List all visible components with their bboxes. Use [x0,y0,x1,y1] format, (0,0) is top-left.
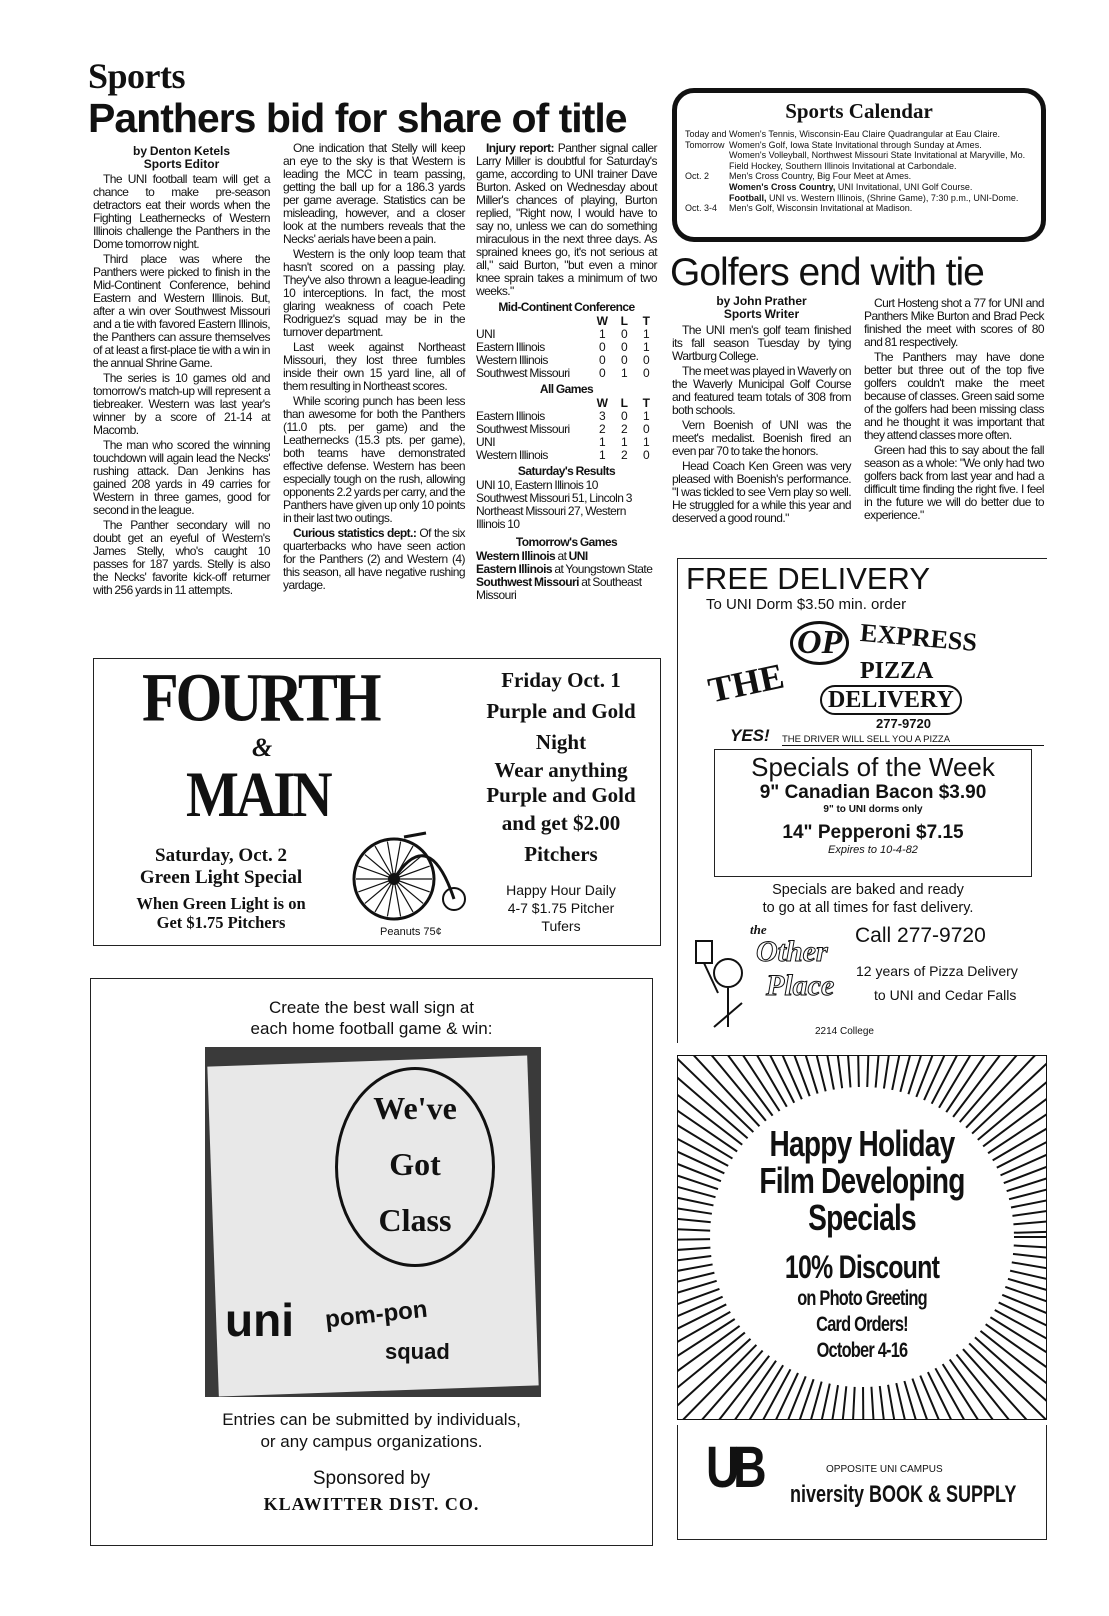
team-cell: UNI [476,327,496,341]
bookstore-name: niversity BOOK & SUPPLY [790,1481,1017,1508]
sunburst-ray [931,1055,1010,1104]
column-header: T [642,314,650,328]
sunburst-ray [867,1055,873,1087]
sunburst-ray [677,1350,763,1420]
paragraph: The UNI men's golf team finished its fall season Tuesday by tying Wartburg College. [672,323,851,363]
main-headline: Panthers bid for share of title [88,95,627,141]
stat-cell: 1 [642,340,650,354]
expires-note: Expires to 10-4-82 [828,844,918,856]
calendar-row: Women's Cross Country, UNI Invitational, UNI Golf Course. [685,182,1033,193]
result-line: Southwest Missouri 51, Lincoln 3 [476,491,632,505]
call-number: Call 277-9720 [855,924,986,947]
calendar-date: Tomorrow [685,139,725,150]
op-express-logo: THE OP EXPRESS PIZZA DELIVERY 277-9720 [704,617,979,731]
team-cell: Eastern Illinois [476,340,545,354]
bicycle-illustration [348,831,468,921]
golf-headline: Golfers end with tie [670,251,984,294]
address: 2214 College [815,1026,874,1037]
conference-standings-table [476,315,657,380]
table-row [476,423,657,436]
sports-calendar [672,88,1046,242]
spoke [365,855,394,879]
section-title: Sports [88,56,186,96]
stat-cell: 0 [642,422,650,436]
sunburst-ray [677,1055,773,1116]
dorm-min-order: To UNI Dorm $3.50 min. order [706,596,907,613]
sunburst-ray [855,1055,859,1087]
spoke [358,866,394,879]
calendar-date [685,161,729,172]
sunburst-ray [718,1055,795,1103]
calendar-date [685,150,729,161]
paragraph: The UNI football team will get a chance to make pre-season detractors eat their words when the Fighting Leathernecks of Western Illinois challenge the Panthers in the Dome tomorrow night. [93,172,270,251]
stat-cell: 1 [642,435,650,449]
sunburst-ray [1006,1278,1047,1325]
all-games-title: All Games [539,382,594,396]
discount: 10% Discount [784,1249,940,1285]
bookstore-logo-mark: UB [706,1435,761,1500]
stat-cell: 1 [620,366,628,380]
saturday-special: Saturday, Oct. 2 Green Light Special When Green Light is on Get $1.75 Pitchers [136,845,306,932]
stat-cell: 0 [620,340,628,354]
column-header: L [620,314,628,328]
result-line: UNI 10, Eastern Illinois 10 [476,478,598,492]
pom-pon-banner-photo: We've Got Class uni pom-pon squad [205,1047,541,1397]
calendar-row: Oct. 3-4 Men's Golf, Wisconsin Invitational at Madison. [685,203,913,214]
sunburst-ray [846,1387,854,1420]
paragraph: The man who scored the winning touchdown will again lead the Necks' rushing attack. Dan Jenkins has gained 208 yards in 49 carries for Western in three games, good for second in the league. [93,438,270,517]
sunburst-ray [776,1381,822,1420]
sunburst-ray [1012,1228,1047,1233]
friday-special: Friday Oct. 1 Purple and Gold Night Wear anything Purple and Gold and get $2.00 Pitchers [486,668,636,866]
calendar-row: Field Hockey, Southern Illinois Invitational at Carbondale. [685,161,1033,172]
sunburst-ray [977,1055,1047,1141]
yes-label: YES! [730,726,770,745]
injury-paragraph: Injury report: Panther signal caller Larry Miller is doubtful for Saturday's game, according to UNI trainer Dave Burton. Asked on Wednesday about Miller's chances of playing, Burton replied, "Right now, I would have to say no, unless we can do something miraculous in the next three days. As sprained knees go, it's not serious at all," said Burton, "but even a minor knee sprain takes a minimum of two weeks." [476,141,657,298]
special-note: 9" to UNI dorms only [823,804,923,815]
paragraph: Head Coach Ken Green was very pleased with Boenish's performance. "I was tickled to see Vern play so well. He struggled for a while this year and deserved a good round." [672,459,851,525]
calendar-row: Women's Volleyball, Northwest Missouri State Invitational at Maryville, Mo. [685,150,1033,161]
golf-column-2 [864,297,1044,524]
stat-cell: 1 [598,435,606,449]
stat-cell: 2 [620,422,628,436]
story-column-2 [283,142,465,594]
specials-title: Specials of the Week [751,752,995,782]
spoke [394,879,430,892]
calendar-date [685,182,729,193]
team-cell: Western Illinois [476,448,548,462]
curious-paragraph: Curious statistics dept.: Of the six quarterbacks who have seen action for the Panthers (2) and Western (4) this season, all have negative rushing yardage. [283,526,465,592]
story-column-1 [93,145,270,599]
result-line: Northeast Missouri 27, Western Illinois 10 [476,504,626,531]
fourth-main-ad [93,658,661,946]
mascot-illustration [690,933,750,1029]
spoke [365,879,394,903]
stat-cell: 2 [598,422,606,436]
free-delivery-heading: FREE DELIVERY [686,561,931,596]
discount-details: on Photo Greeting Card Orders! October 4-16 [797,1287,927,1362]
calendar-date: Oct. 2 [685,171,710,182]
stat-cell: 0 [642,353,650,367]
sunburst-ray [677,1055,760,1127]
paragraph: Western is the only loop team that hasn't scored on a passing play. They've also thrown a league-leading 10 interceptions. In fact, the most glaring weakness of coach Pete Rodriguez's squad may be in the turnover department. [283,247,465,339]
bookstore-tagline: OPPOSITE UNI CAMPUS [826,1464,943,1475]
calendar-date: Oct. 3-4 [685,203,718,214]
paragraph: The meet was played in Waverly on the Waverly Municipal Golf Course and featured team totals of 308 from both schools. [672,364,851,417]
paragraph: One indication that Stelly will keep an eye to the sky is that Western is leading the MCC in team passing, getting the ball up for a 186.3 yards per game average. Statistics can be misleading, however, and a closer look at the numbers reveals that the Necks' aerials have been a pain. [283,141,465,246]
bookstore-ad [677,1425,1047,1540]
team-cell: Western Illinois [476,353,548,367]
team-cell: Eastern Illinois [476,409,545,423]
stat-cell: 0 [642,366,650,380]
special-pepperoni: 14" Pepperoni $7.15 [782,822,964,843]
stat-cell: 1 [642,327,650,341]
stat-cell: 0 [598,366,606,380]
stat-cell: 0 [620,409,628,423]
stat-cell: 1 [598,448,606,462]
stat-cell: 2 [620,448,628,462]
stat-cell: 0 [598,353,606,367]
game-line: Western Illinois at UNI [476,549,588,563]
spoke [358,879,394,892]
team-cell: Southwest Missouri [476,366,570,380]
special-canadian-bacon: 9" Canadian Bacon $3.90 [759,782,987,803]
calendar-row: Oct. 2 Men's Cross Country, Big Four Meet at Ames. [685,171,912,182]
stat-cell: 0 [620,353,628,367]
peanuts-price: Peanuts 75¢ [380,926,442,938]
table-header-row [476,315,657,328]
sunburst-ray [694,1365,783,1420]
years-delivery: 12 years of Pizza Delivery to UNI and Cedar Falls [856,963,1018,1003]
film-developing-ad [677,1055,1047,1420]
tomorrow-title: Tomorrow's Games [515,535,618,549]
paragraph: The series is 10 games old and tomorrow's match-up will represent a tiebreaker. Western was last year's winner by a score of 21-14 at Macomb. [93,371,270,437]
sunburst-ray [985,1323,1047,1420]
paragraph: Vern Boenish of UNI was the meet's medalist. Boenish fired an even par 70 to take the honors. [672,418,851,458]
spoke [394,855,423,879]
game-line: Southwest Missouri at Southeast Missouri [476,575,642,602]
column-header: L [620,396,628,410]
film-headline: Happy Holiday Film Developing Specials [759,1123,965,1238]
happy-hour: Happy Hour Daily 4-7 $1.75 Pitcher Tufers [506,882,616,934]
sunburst-ray [677,1136,720,1190]
stat-cell: 0 [642,448,650,462]
story-column-3 [476,142,657,602]
paragraph: The Panther secondary will no doubt get an eyeful of Western's James Stelly, who's caught 10 passes for 187 yards. Stelly is also the Necks' favorite kick-off returner with 256 yards in 11 attempts. [93,518,270,597]
specials-box [714,749,1032,877]
calendar-date: Today and [685,129,727,139]
game-line: Eastern Illinois at Youngstown State [476,562,653,576]
calendar-row: Today and Women's Tennis, Wisconsin-Eau Claire Quadrangular at Eau Claire. [685,129,1001,139]
paragraph: The Panthers may have done better but three out of the top five golfers couldn't make the meet because of classes. Green said some of the golfers had been missing class and he thought it was important that they attend classes more often. [864,350,1044,442]
pizza-ad [677,558,1047,1043]
golf-column-1 [672,295,851,527]
calendar-date [685,193,729,204]
baked-note: Specials are baked and ready to go at all times for fast delivery. [762,882,974,916]
stat-cell: 3 [598,409,606,423]
sponsored-by: Sponsored by [312,1468,431,1489]
sponsor-name: KLAWITTER DIST. CO. [263,1494,480,1514]
column-header: T [642,396,650,410]
stat-cell: 1 [620,435,628,449]
sunburst-ray [677,1332,746,1420]
results-title: Saturday's Results [517,464,616,478]
team-cell: UNI [476,435,496,449]
driver-sells-pizza: THE DRIVER WILL SELL YOU A PIZZA [782,735,1044,746]
paragraph: Last week against Northeast Missouri, they lost three fumbles inside their own 15 yard line, all of them resulting in Northeast scores. [283,340,465,393]
sunburst-ray [677,1239,712,1241]
stat-cell: 0 [598,340,606,354]
sunburst-ray [968,1343,1047,1420]
paragraph: Green had this to say about the fall season as a whole: "We only had two golfers back from last year and had a difficult time finding the right five. I feel in the future we will do better due to experience." [864,443,1044,522]
paragraph: While scoring punch has been less than awesome for both the Panthers (11.0 pts. per game) and the Leathernecks (15.3 pts. per game), both teams have demonstrated effective defense. Western has been especially tough on the rush, allowing opponents 2.2 yards per carry, and the Panthers have given up only 10 points in their last two outings. [283,394,465,525]
fourth-main-logo: FOURTH & MAIN [142,659,379,831]
stat-cell: 1 [642,409,650,423]
other-place-logo: the Other Place [690,933,850,1029]
conference-standings-title: Mid-Continent Conference [498,300,635,314]
spoke [394,879,423,903]
table-row [476,367,657,380]
calendar-title: Sports Calendar [785,99,933,123]
entries-note: Entries can be submitted by individuals, or any campus organizations. [222,1410,521,1451]
golf-byline: by John Prather Sports Writer [716,294,807,321]
stat-cell: 0 [620,327,628,341]
calendar-row: Tomorrow Women's Golf, Iowa State Invitational through Sunday at Ames. [685,139,982,150]
all-games-table [476,397,657,462]
column-header: W [596,314,608,328]
contest-heading: Create the best wall sign at each home football game & win: [250,998,493,1038]
paragraph: Third place was where the Panthers were picked to finish in the Mid-Continent Conference, behind Eastern and Western Illinois. But, after a win over Southwest Missouri and a tie with favored Eastern Illinois, the Panthers can assure themselves of at least a first-place tie with a win in the annual Shrine Game. [93,252,270,370]
calendar-row: Football, UNI vs. Western Illinois, (Shrine Game), 7:30 p.m., UNI-Dome. [685,193,1033,204]
wall-sign-contest-ad [90,978,653,1546]
sunburst-ray [677,1224,712,1231]
sunburst-ray [863,1387,864,1420]
sunburst-ray [1010,1262,1047,1290]
team-cell: Southwest Missouri [476,422,570,436]
table-row [476,449,657,462]
sunburst-ray [1005,1140,1047,1191]
column-header: W [596,396,608,410]
paragraph: Curt Hosteng shot a 77 for UNI and Panthers Mike Burton and Brad Peck finished the meet with scores of 80 and 81 respectively. [864,296,1044,349]
byline: by Denton Ketels Sports Editor [132,144,230,171]
stat-cell: 1 [598,327,606,341]
